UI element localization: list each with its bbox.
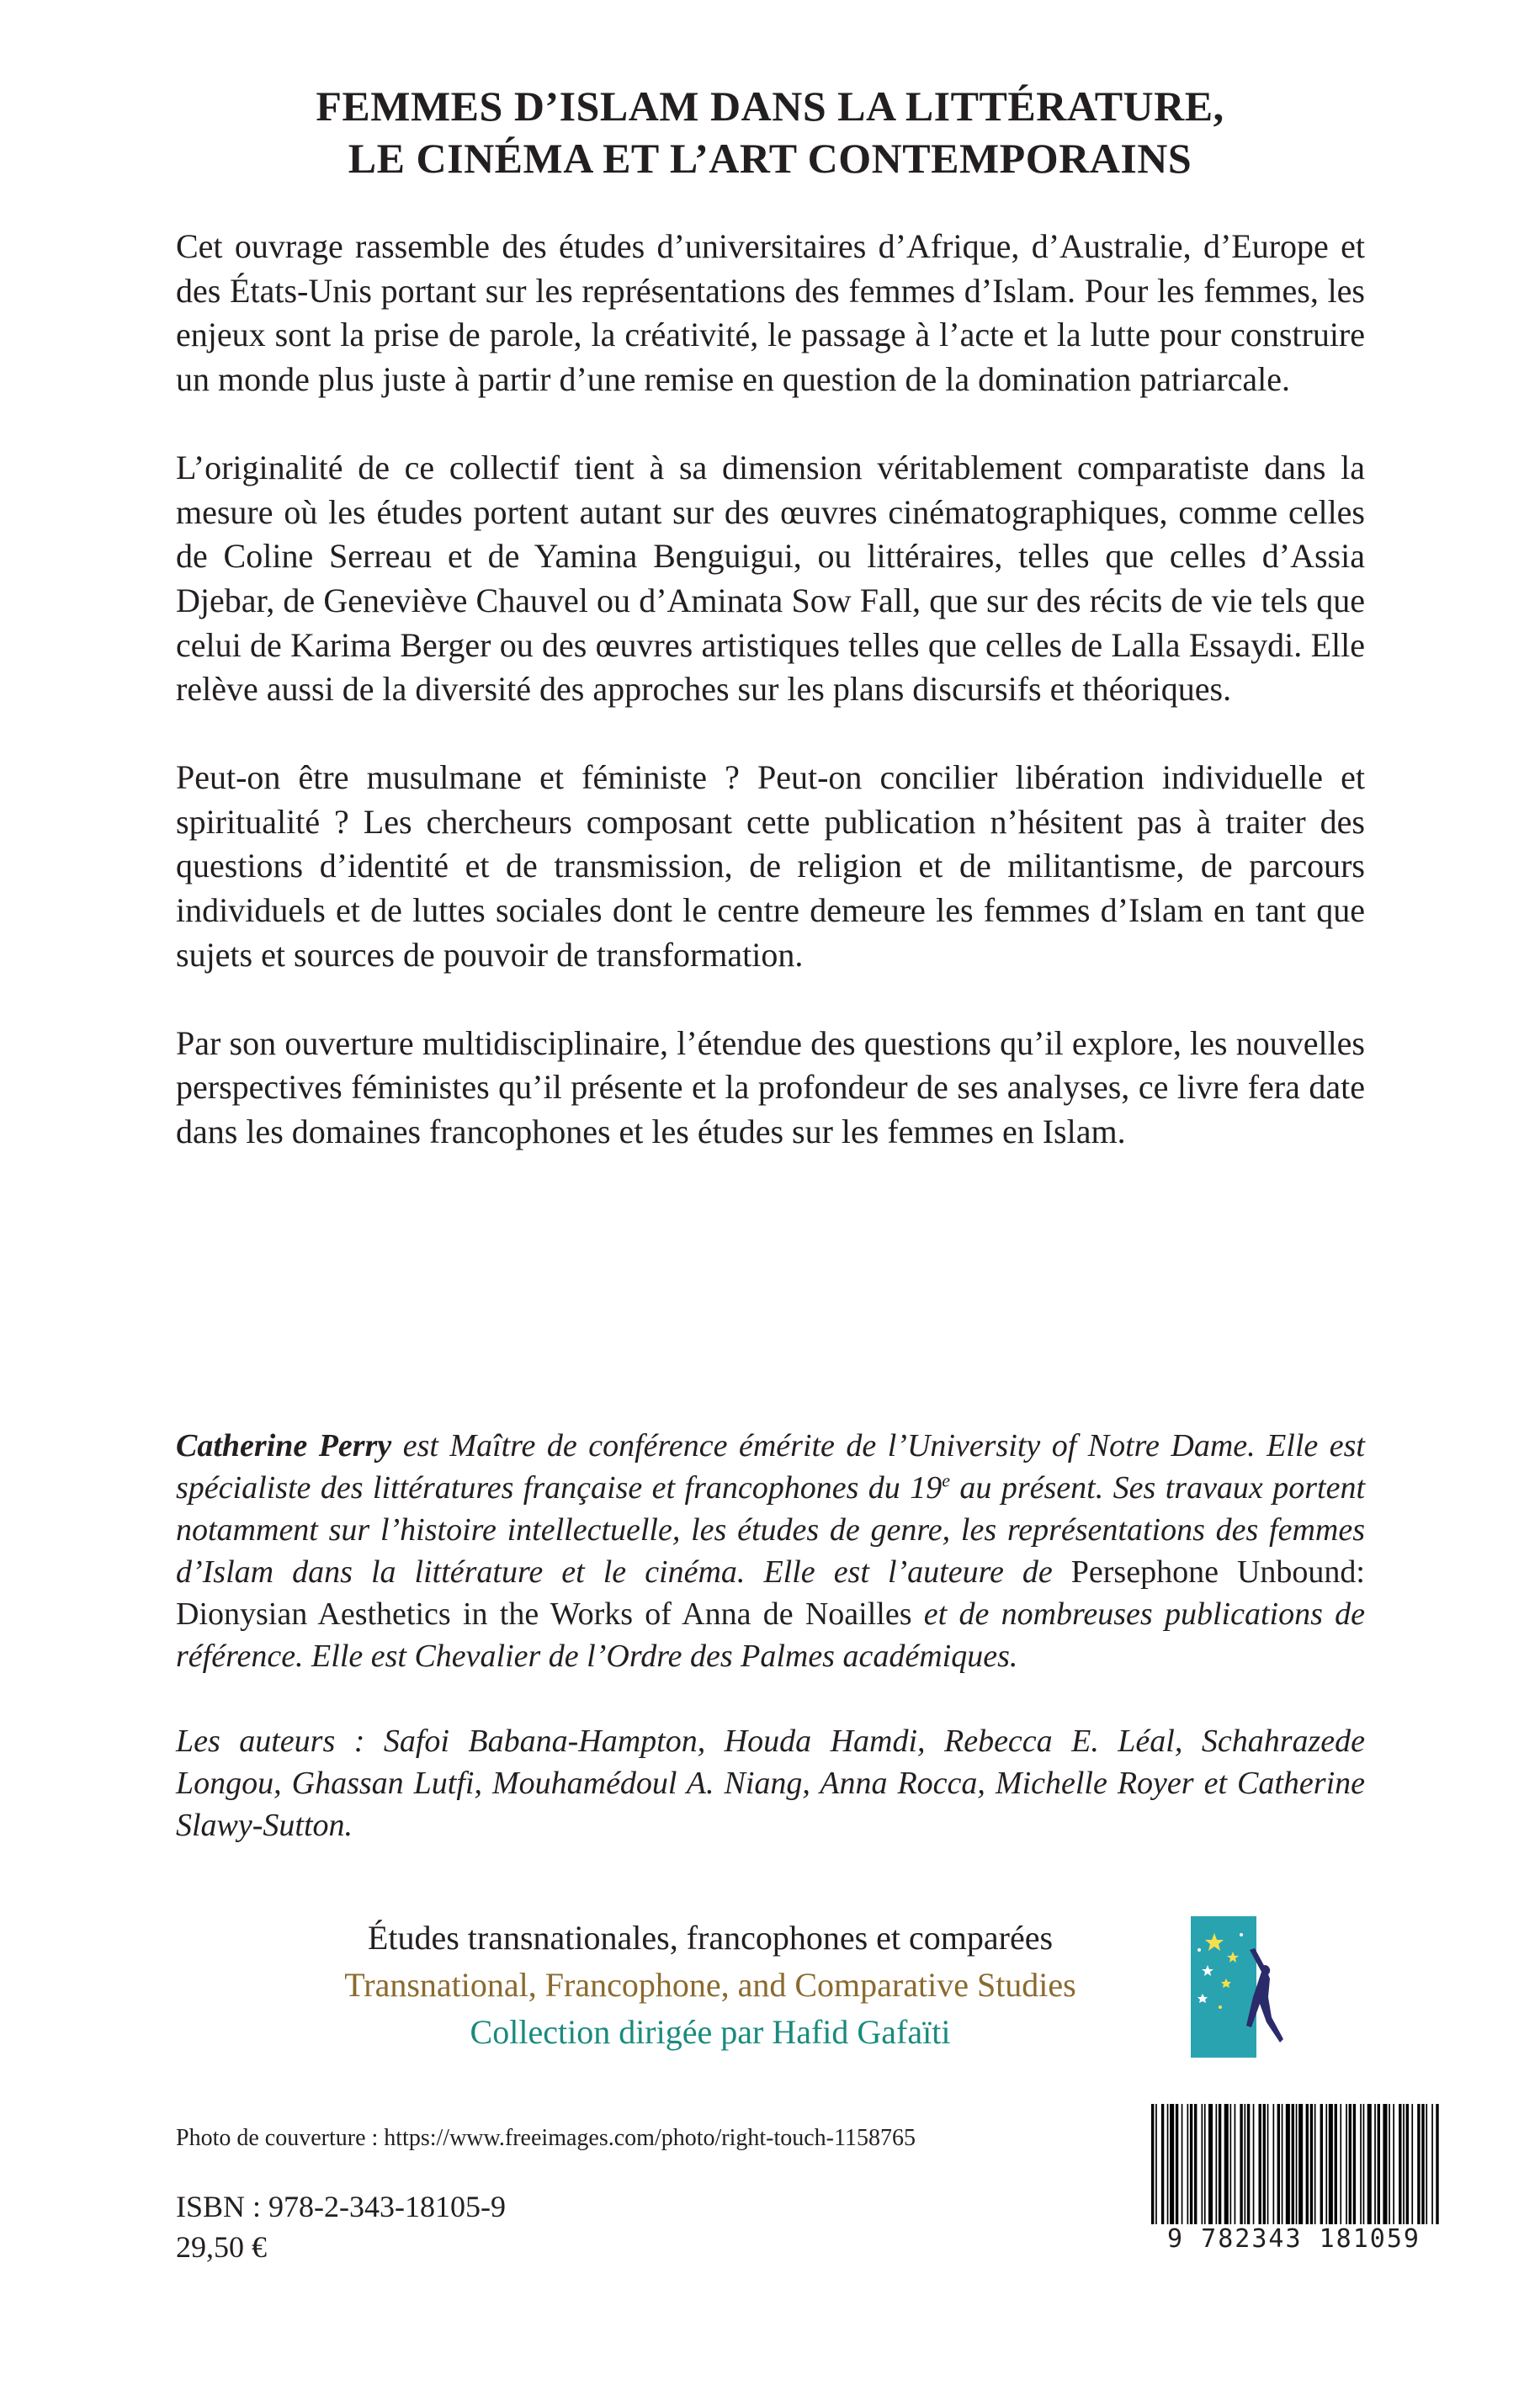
barcode-bar [1306,2104,1309,2230]
title-line-1: FEMMES D’ISLAM DANS LA LITTÉRATURE, [316,82,1224,130]
barcode-bar [1417,2104,1420,2230]
barcode-bar [1426,2104,1427,2230]
barcode-bar [1263,2104,1266,2230]
barcode-bar [1240,2104,1242,2230]
barcode-bar [1235,2104,1236,2230]
series-title-fr: Études transnationales, francophones et comparées [367,1919,1054,1957]
bio-text-3: et de nombreuses publications de référence. Elle est Chevalier de l’Ordre des Palmes académiques. [176,1596,1365,1674]
series-title-en: Transnational, Francophone, and Comparative Studies [344,1966,1076,2004]
barcode-bar [1335,2104,1337,2230]
barcode-bar [1403,2104,1405,2230]
series-logo-icon [1191,1916,1288,2058]
barcode-bar [1346,2104,1347,2230]
barcode-bar [1202,2104,1203,2230]
barcode-bar [1399,2104,1401,2230]
barcode-bar [1378,2104,1380,2230]
barcode-bar [1329,2104,1333,2230]
barcode-bar [1431,2104,1433,2230]
summary-text [176,225,1365,1198]
barcode-bar [1320,2104,1323,2230]
barcode-bar [1151,2104,1154,2230]
barcode-bar [1292,2104,1294,2230]
title-line-2: LE CINÉMA ET L’ART CONTEMPORAINS [348,135,1192,182]
barcode-bar [1363,2104,1365,2230]
barcode-bar [1314,2104,1316,2230]
barcode-bar [1421,2104,1424,2230]
barcode-bar [1187,2104,1189,2230]
barcode-bar [1190,2104,1192,2230]
barcode-bar [1277,2104,1280,2230]
barcode-bar [1411,2104,1413,2230]
barcode-bar [1374,2104,1376,2230]
series-director: Collection dirigée par Hafid Gafaïti [470,2013,951,2051]
bio-text-1: est Maître de conférence émérite de l’University of Notre Dame. Elle est spécialiste des littératures française et francophones du 19 [176,1428,1365,1506]
authors-list: Les auteurs : Safoi Babana-Hampton, Houda Hamdi, Rebecca E. Léal, Schahrazede Longou, Ghassan Lutfi, Mouhamédoul A. Niang, Anna Rocca, Michelle Royer et Catherine Slawy-Sutton. [176,1724,1365,1843]
barcode-bar [1406,2104,1409,2230]
barcode-bar [1245,2104,1246,2230]
bio-book-title: Persephone Unbound: Dionysian Aesthetics in the Works of Anna de Noailles [176,1554,1365,1632]
price: 29,50 € [176,2230,267,2264]
bio-superscript: e [942,1469,950,1491]
isbn: ISBN : 978-2-343-18105-9 [176,2190,506,2223]
barcode-bar [1230,2104,1232,2230]
barcode-bar [1247,2104,1250,2230]
barcode-bar [1267,2104,1269,2230]
barcode-bar [1216,2104,1218,2230]
barcode-bar [1194,2104,1197,2230]
barcode-bar [1340,2104,1341,2230]
summary-paragraph: Cet ouvrage rassemble des études d’universitaires d’Afrique, d’Australie, d’Europe et des États-Unis portant sur les représentations des femmes d’Islam. Pour les femmes, les enjeux sont la prise de parole, la créativité, le passage à l’acte et la lutte pour construire un monde plus juste à partir d’une remise en question de la domination patriarcale. [176,227,1365,399]
barcode-bar [1296,2104,1298,2230]
barcode-bar [1349,2104,1351,2230]
barcode-bar [1176,2104,1178,2230]
barcode-bar [1161,2104,1164,2230]
barcode-bar [1360,2104,1362,2230]
barcode-bar [1208,2104,1213,2230]
summary-paragraph: L’originalité de ce collectif tient à sa dimension véritablement comparatiste dans la mesure où les études portent autant sur des œuvres cinématographiques, comme celles de Coline Serreau et de Yamina Benguigui, ou littéraires, telles que celles d’Assia Djebar, de Geneviève Chauvel ou d’Aminata Sow Fall, que sur des récits de vie tels que celui de Karima Berger ou des œuvres artistiques telles que celles de Lalla Essaydi. Elle relève aussi de la diversité des approches sur les plans discursifs et théoriques. [176,448,1365,709]
barcode-bar [1389,2104,1390,2230]
barcode-bar [1170,2104,1174,2230]
barcode-bar [1367,2104,1372,2230]
book-title [151,80,1389,184]
barcode-bar [1224,2104,1229,2230]
barcode-bar [1155,2104,1157,2230]
barcode-bar [1286,2104,1290,2230]
barcode-bar [1436,2104,1438,2230]
barcode-bar [1253,2104,1255,2230]
barcode-bar [1325,2104,1327,2230]
photo-credit: Photo de couverture : https://www.freeimages.com/photo/right-touch-1158765 [176,2125,916,2151]
summary-paragraph: Peut-on être musulmane et féministe ? Peut-on concilier libération individuelle et spiritualité ? Les chercheurs composant cette publication n’hésitent pas à traiter des questions d’identité et de transmission, de religion et de militantisme, de parcours individuels et de luttes sociales dont le centre demeure les femmes d’Islam en tant que sujets et sources de pouvoir de transformation. [176,758,1365,974]
barcode-bar [1310,2104,1313,2230]
summary-paragraph: Par son ouverture multidisciplinaire, l’étendue des questions qu’il explore, les nouvelles perspectives féministes qu’il présente et la profondeur de ses analyses, ce livre fera date dans les domaines francophones et les études sur les femmes en Islam. [176,1023,1365,1150]
barcode-bar [1219,2104,1221,2230]
bio-paragraph [176,1425,1365,1677]
bio-text-2: au présent. Ses travaux portent notamment sur l’histoire intellectuelle, les études de genre, les représentations des femmes d’Islam dans la littérature et le cinéma. Elle est l’auteure de [176,1470,1365,1590]
barcode-bar [1204,2104,1206,2230]
author-bio [176,1425,1365,1889]
bio-author-name: Catherine Perry [176,1428,392,1463]
barcode-bar [1298,2104,1303,2230]
barcode-digits: 9 782343 181059 [1144,2224,1443,2255]
series-info [176,1915,1245,2056]
barcode-bar [1182,2104,1183,2230]
barcode-bar [1259,2104,1261,2230]
barcode-bar [1393,2104,1394,2230]
barcode-bar [1353,2104,1356,2230]
barcode-bar [1273,2104,1275,2230]
barcode-bar [1167,2104,1169,2230]
barcode-bar [1383,2104,1387,2230]
barcode-bar [1282,2104,1283,2230]
